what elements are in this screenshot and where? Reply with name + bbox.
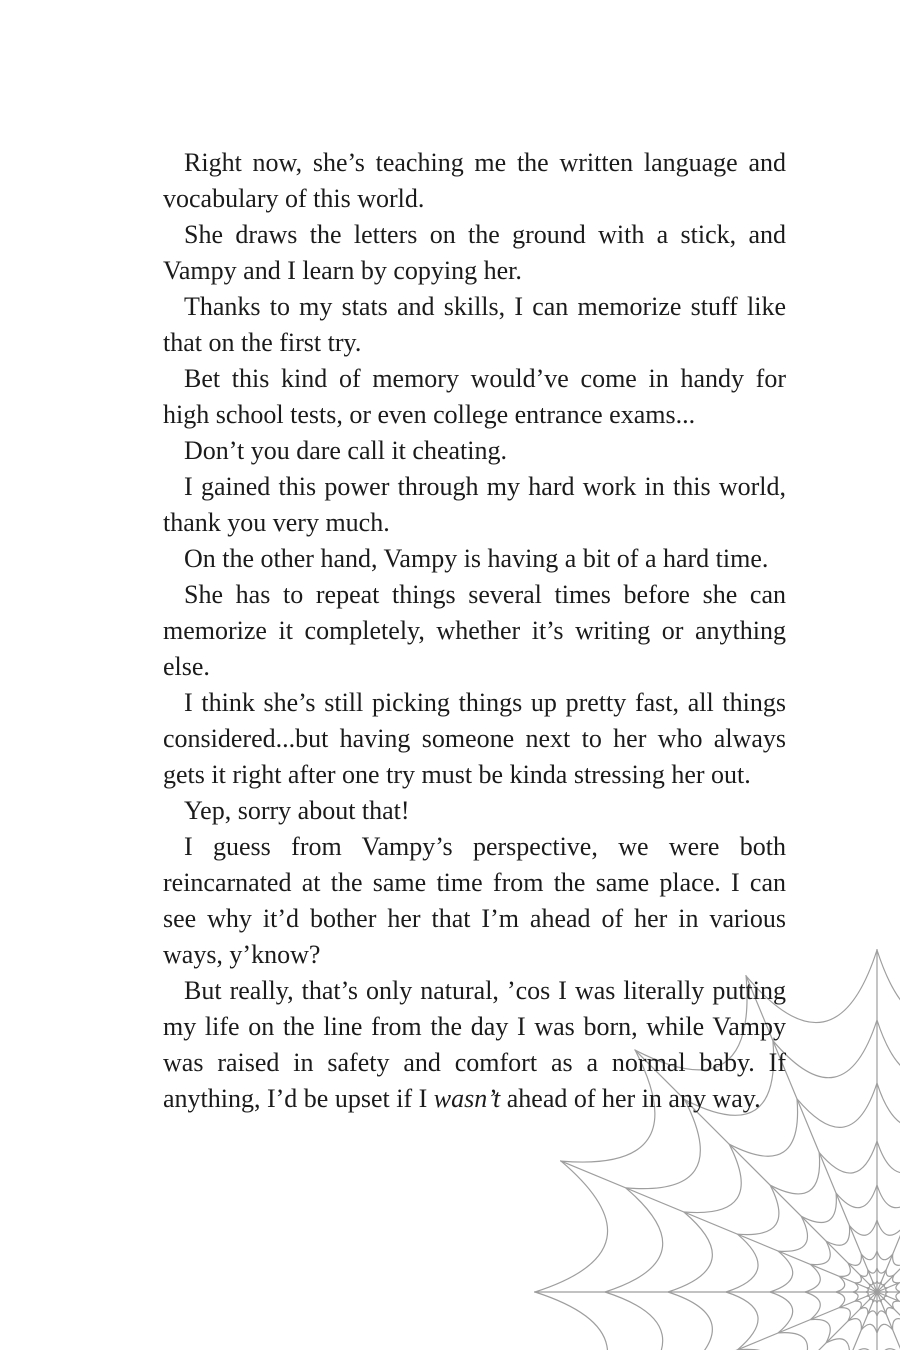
text-run: But really, that’s only natural, ’cos I was literally putting my life on the line from the day I was born, while Vampy was raised in safety and comfort as a normal baby. If anything, I’d be upset if I bbox=[163, 976, 786, 1113]
paragraph bbox=[163, 541, 786, 577]
paragraph bbox=[163, 829, 786, 973]
text-run: I think she’s still picking things up pretty fast, all things considered...but having someone next to her who always gets it right after one try must be kinda stressing her out. bbox=[163, 688, 786, 789]
text-run: Thanks to my stats and skills, I can memorize stuff like that on the first try. bbox=[163, 292, 786, 357]
paragraph bbox=[163, 793, 786, 829]
text-run: She has to repeat things several times before she can memorize it completely, whether it’s writing or anything else. bbox=[163, 580, 786, 681]
text-run: Yep, sorry about that! bbox=[184, 796, 410, 825]
paragraph bbox=[163, 469, 786, 541]
text-run: On the other hand, Vampy is having a bit of a hard time. bbox=[184, 544, 769, 573]
paragraph bbox=[163, 289, 786, 361]
paragraph bbox=[163, 145, 786, 217]
text-run: I gained this power through my hard work in this world, thank you very much. bbox=[163, 472, 786, 537]
text-run: ahead of her in any way. bbox=[500, 1084, 761, 1113]
paragraph bbox=[163, 217, 786, 289]
text-run: wasn’t bbox=[433, 1084, 501, 1113]
paragraph bbox=[163, 361, 786, 433]
text-run: Right now, she’s teaching me the written language and vocabulary of this world. bbox=[163, 148, 786, 213]
paragraph bbox=[163, 685, 786, 793]
paragraph bbox=[163, 577, 786, 685]
text-run: She draws the letters on the ground with a stick, and Vampy and I learn by copying her. bbox=[163, 220, 786, 285]
page-text bbox=[163, 145, 786, 1117]
paragraph bbox=[163, 973, 786, 1117]
paragraph bbox=[163, 433, 786, 469]
text-run: Don’t you dare call it cheating. bbox=[184, 436, 507, 465]
text-run: Bet this kind of memory would’ve come in handy for high school tests, or even college entrance exams... bbox=[163, 364, 786, 429]
text-run: I guess from Vampy’s perspective, we were both reincarnated at the same time from the same place. I can see why it’d bother her that I’m ahead of her in various ways, y’know? bbox=[163, 832, 786, 969]
